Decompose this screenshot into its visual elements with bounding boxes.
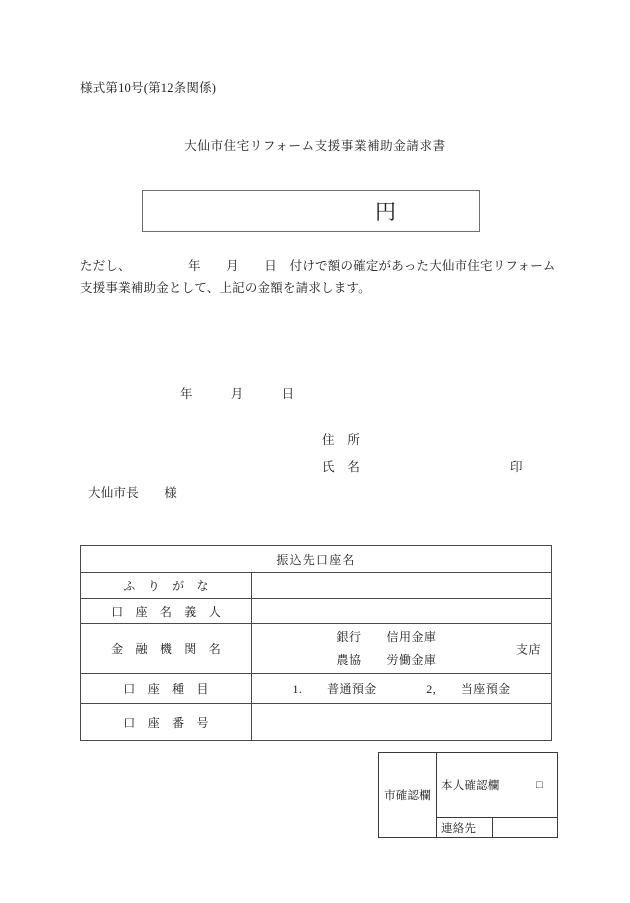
city-check-label: 市確認欄 [379,753,437,838]
addressee-line: 大仙市長 様 [88,486,177,500]
furigana-value[interactable] [252,573,552,599]
contact-value[interactable] [493,818,558,838]
table-row-header [81,546,552,573]
identity-check-cell[interactable] [437,753,558,818]
bank-type-line-1: 銀行 信用金庫 [336,630,437,645]
identity-check-label: 本人確認欄 [441,780,500,792]
branch-label: 支店 [516,642,542,656]
table-row [81,599,552,624]
account-holder-label: 口 座 名 義 人 [81,599,252,624]
table-row [81,624,552,674]
account-holder-value[interactable] [252,599,552,624]
page-title: 大仙市住宅リフォーム支援事業補助金請求書 [184,139,446,153]
table-row [379,753,558,818]
table-row [81,573,552,599]
financial-institution-value[interactable] [252,624,552,674]
amount-box[interactable] [142,190,480,232]
name-label: 氏 名 [322,460,361,474]
account-type-label: 口 座 種 目 [81,674,252,704]
seal-label: 印 [510,460,523,474]
city-confirmation-table [378,752,558,838]
bank-account-table [80,545,552,741]
contact-label: 連絡先 [437,818,493,838]
body-paragraph: ただし、 年 月 日 付けで額の確定があった大仙市住宅リフォーム支援事業補助金として、上記の金額を請求します。 [80,259,556,295]
amount-unit-label: 円 [375,200,397,224]
table-row [81,704,552,741]
account-number-label: 口 座 番 号 [81,704,252,741]
account-type-options[interactable]: 1. 普通預金 2, 当座預金 [252,674,552,704]
account-number-value[interactable] [252,704,552,741]
checkbox-icon[interactable]: □ [536,779,544,791]
form-number: 様式第10号(第12条関係) [80,81,217,95]
bank-table-header: 振込先口座名 [81,546,552,573]
date-line[interactable]: 年 月 日 [180,387,295,401]
table-row [81,674,552,704]
furigana-label: ふ り が な [81,573,252,599]
financial-institution-label: 金 融 機 関 名 [81,624,252,674]
bank-type-line-2: 農協 労働金庫 [336,652,437,667]
address-label: 住 所 [322,433,361,447]
